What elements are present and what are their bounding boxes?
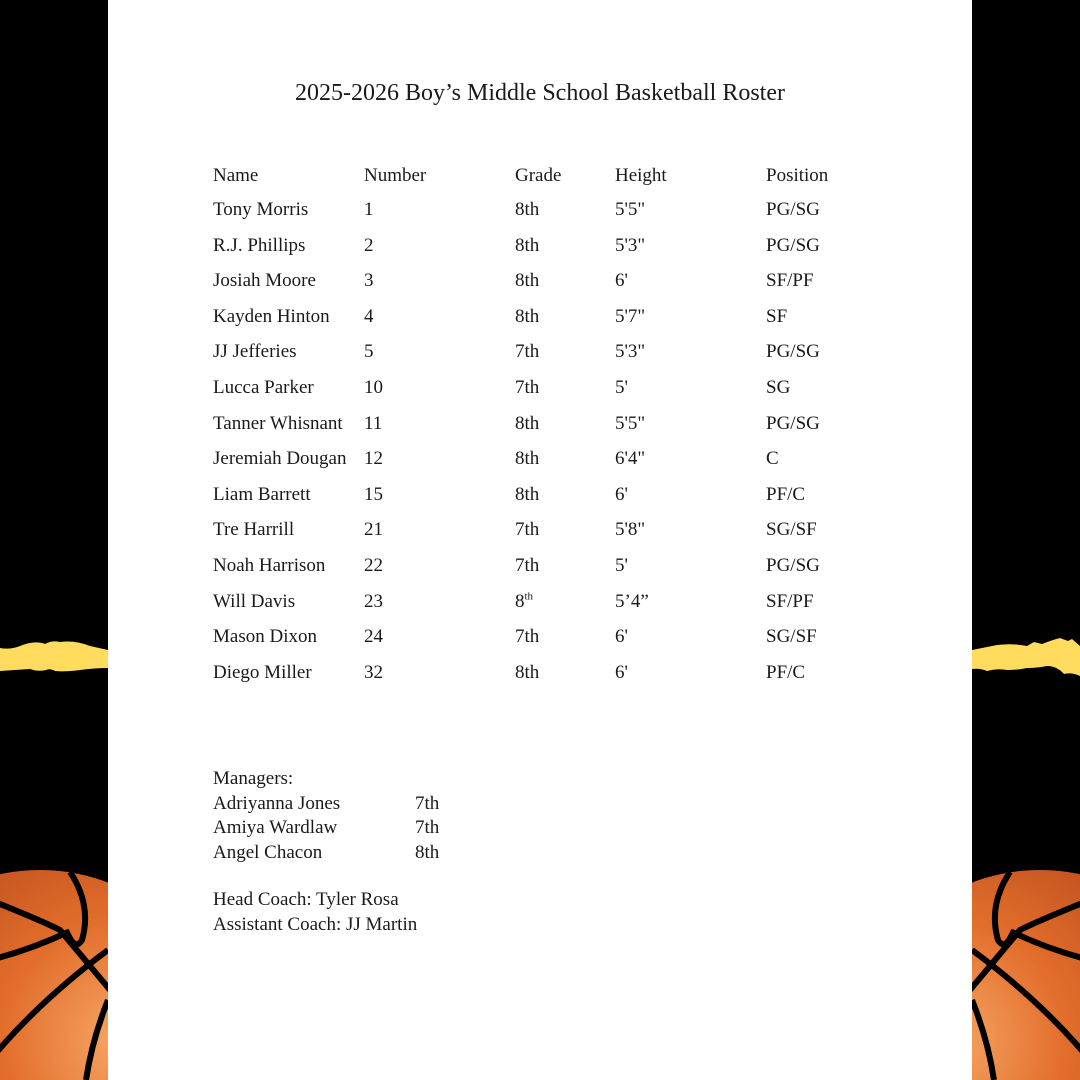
page-title: 2025-2026 Boy’s Middle School Basketball Roster — [295, 80, 785, 106]
managers-label: Managers: — [213, 768, 294, 789]
player-number: 4 — [364, 305, 374, 327]
managers-list — [213, 792, 440, 866]
player-number: 5 — [364, 341, 374, 363]
player-number: 1 — [364, 199, 374, 220]
player-height: 5'3" — [615, 341, 646, 363]
head-coach: Head Coach: Tyler Rosa — [213, 889, 399, 910]
player-number: 11 — [364, 412, 383, 434]
grade-superscript: th — [524, 590, 534, 603]
player-number: 22 — [364, 554, 383, 576]
manager-grade: 7th — [415, 817, 440, 838]
player-name: R.J. Phillips — [213, 234, 306, 256]
player-position: PG/SG — [766, 554, 820, 576]
player-grade: 7th — [515, 554, 540, 576]
coaches-section — [213, 888, 417, 937]
player-grade: 8th — [515, 661, 540, 683]
player-position: C — [766, 448, 779, 470]
manager-name: Adriyanna Jones — [213, 792, 341, 814]
player-grade: 8th — [515, 448, 540, 470]
player-name: Noah Harrison — [213, 554, 326, 576]
player-name: Lucca Parker — [213, 376, 314, 398]
player-name: Tony Morris — [213, 199, 309, 220]
player-name: Liam Barrett — [213, 483, 311, 505]
player-number: 15 — [364, 483, 383, 505]
player-grade: 7th — [515, 626, 540, 648]
player-position: PF/C — [766, 483, 806, 505]
player-height: 5' — [615, 554, 628, 576]
player-name: Mason Dixon — [213, 626, 317, 648]
player-number: 24 — [364, 626, 383, 648]
player-position: PG/SG — [766, 199, 820, 220]
player-grade: 8th — [515, 270, 540, 292]
player-position: SF/PF — [766, 590, 814, 612]
player-position: SF — [766, 305, 788, 327]
player-height: 5'5" — [615, 199, 646, 220]
roster-page — [108, 0, 972, 1080]
player-grade: 8th — [515, 412, 540, 434]
player-name: Will Davis — [213, 590, 296, 612]
player-height: 6' — [615, 626, 628, 648]
player-name: Jeremiah Dougan — [213, 448, 347, 470]
player-number: 3 — [364, 270, 374, 292]
player-grade: 8th — [515, 305, 540, 327]
manager-name: Amiya Wardlaw — [213, 817, 338, 838]
left-basketball-icon — [0, 0, 108, 1080]
player-grade: 8th — [515, 234, 540, 256]
player-height: 6' — [615, 483, 628, 505]
right-basketball-icon — [972, 0, 1080, 1080]
managers-section — [213, 767, 440, 865]
player-position: SG/SF — [766, 519, 817, 541]
player-height: 5'5" — [615, 412, 646, 434]
player-position: PG/SG — [766, 234, 820, 256]
left-decor-panel — [0, 0, 108, 1080]
player-height: 5' — [615, 376, 628, 398]
player-height: 5’4” — [615, 590, 649, 612]
player-height: 6' — [615, 270, 628, 292]
assistant-coach: Assistant Coach: JJ Martin — [213, 913, 418, 935]
header-number: Number — [364, 165, 427, 186]
player-position: SF/PF — [766, 270, 814, 292]
player-grade: 7th — [515, 341, 540, 363]
player-height: 5'3" — [615, 234, 646, 256]
player-position: PF/C — [766, 661, 806, 683]
player-grade — [515, 591, 533, 613]
grade-base: 8 — [515, 590, 525, 612]
list-item — [213, 816, 440, 841]
player-number: 32 — [364, 661, 383, 683]
player-position: PG/SG — [766, 341, 820, 363]
list-item — [213, 841, 440, 866]
player-number: 2 — [364, 234, 374, 256]
player-grade: 7th — [515, 519, 540, 541]
player-number: 12 — [364, 448, 383, 470]
player-name: Kayden Hinton — [213, 305, 330, 327]
player-grade: 8th — [515, 483, 540, 505]
header-name: Name — [213, 165, 259, 186]
player-grade: 8th — [515, 199, 540, 220]
header-grade: Grade — [515, 165, 562, 186]
player-name: Tre Harrill — [213, 519, 295, 541]
player-number: 21 — [364, 519, 383, 541]
player-height: 5'8" — [615, 519, 646, 541]
player-number: 10 — [364, 376, 383, 398]
manager-grade: 8th — [415, 841, 440, 863]
player-name: Josiah Moore — [213, 270, 316, 292]
player-height: 5'7" — [615, 305, 646, 327]
player-position: PG/SG — [766, 412, 820, 434]
right-decor-panel — [972, 0, 1080, 1080]
player-position: SG/SF — [766, 626, 817, 648]
player-name: Diego Miller — [213, 661, 312, 683]
player-position: SG — [766, 376, 791, 398]
list-item — [213, 792, 440, 817]
header-height: Height — [615, 165, 667, 186]
player-name: Tanner Whisnant — [213, 412, 343, 434]
player-name: JJ Jefferies — [213, 341, 297, 363]
manager-name: Angel Chacon — [213, 841, 323, 863]
player-height: 6'4" — [615, 448, 646, 470]
header-position: Position — [766, 165, 829, 186]
player-height: 6' — [615, 661, 628, 683]
player-grade: 7th — [515, 376, 540, 398]
manager-grade: 7th — [415, 792, 440, 814]
player-number: 23 — [364, 590, 383, 612]
